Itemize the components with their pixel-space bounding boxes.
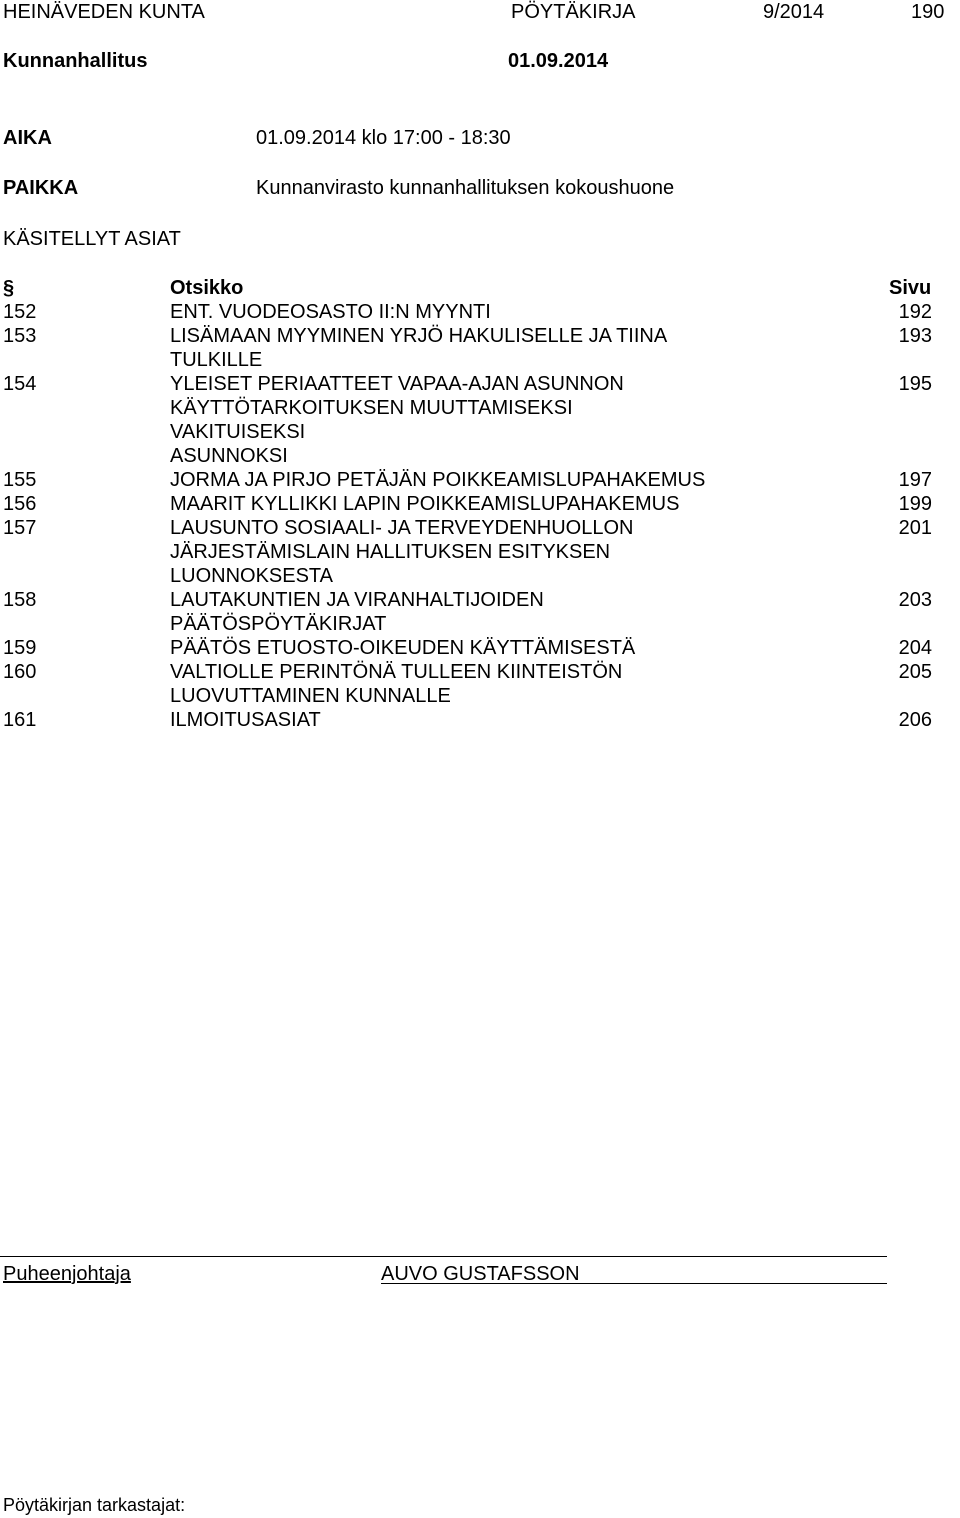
time-value: 01.09.2014 klo 17:00 - 18:30 [256, 127, 511, 149]
agenda-item-page: 205 [898, 661, 932, 683]
time-label: AIKA [3, 127, 52, 149]
agenda-heading: KÄSITELLYT ASIAT [3, 228, 181, 250]
agenda-item-title: LISÄMAAN MYYMINEN YRJÖ HAKULISELLE JA TIINA TULKILLE [170, 325, 668, 371]
agenda-item-page: 195 [898, 373, 932, 395]
agenda-item-number: 154 [3, 373, 37, 395]
agenda-item-number: 159 [3, 637, 37, 659]
agenda-item-title: JORMA JA PIRJO PETÄJÄN POIKKEAMISLUPAHAKEMUS [170, 469, 706, 491]
agenda-item-page: 201 [898, 517, 932, 539]
agenda-list [0, 300, 960, 732]
agenda-item-title: LAUSUNTO SOSIAALI- JA TERVEYDENHUOLLON JÄRJESTÄMISLAIN HALLITUKSEN ESITYKSEN LUONNOKSESTA [170, 517, 634, 587]
agenda-item-title: ENT. VUODEOSASTO II:N MYYNTI [170, 301, 491, 323]
agenda-item-title: YLEISET PERIAATTEET VAPAA-AJAN ASUNNON KÄYTTÖTARKOITUKSEN MUUTTAMISEKSI VAKITUISEKSI ASUNNOKSI [170, 373, 624, 467]
organization-name: HEINÄVEDEN KUNTA [3, 1, 205, 23]
agenda-item [0, 372, 960, 468]
agenda-item-number: 155 [3, 469, 37, 491]
agenda-item-number: 160 [3, 661, 37, 683]
agenda-item-title: ILMOITUSASIAT [170, 709, 321, 731]
agenda-item-page: 206 [898, 709, 932, 731]
document-type: PÖYTÄKIRJA [511, 1, 636, 23]
meeting-date: 01.09.2014 [508, 50, 609, 72]
agenda-item-page: 197 [898, 469, 932, 491]
agenda-item [0, 300, 960, 324]
agenda-item-page: 192 [898, 301, 932, 323]
agenda-item-title: VALTIOLLE PERINTÖNÄ TULLEEN KIINTEISTÖN LUOVUTTAMINEN KUNNALLE [170, 661, 623, 707]
agenda-item-page: 203 [898, 589, 932, 611]
agenda-item-number: 161 [3, 709, 37, 731]
agenda-item-number: 158 [3, 589, 37, 611]
agenda-item-title: PÄÄTÖS ETUOSTO-OIKEUDEN KÄYTTÄMISESTÄ [170, 637, 636, 659]
agenda-item [0, 636, 960, 660]
agenda-item-number: 153 [3, 325, 37, 347]
agenda-item [0, 516, 960, 588]
place-label: PAIKKA [3, 177, 79, 199]
title-column-header: Otsikko [170, 277, 244, 299]
agenda-item [0, 708, 960, 732]
agenda-item [0, 324, 960, 372]
signature-name: AUVO GUSTAFSSON [381, 1263, 580, 1285]
governing-body: Kunnanhallitus [3, 50, 148, 72]
agenda-item-number: 152 [3, 301, 37, 323]
agenda-item-page: 193 [898, 325, 932, 347]
place-value: Kunnanvirasto kunnanhallituksen kokoushuone [256, 177, 675, 199]
agenda-item-page: 199 [898, 493, 932, 515]
agenda-item [0, 660, 960, 708]
agenda-item [0, 588, 960, 636]
section-symbol: § [3, 277, 15, 299]
agenda-item-number: 157 [3, 517, 37, 539]
agenda-item-title: MAARIT KYLLIKKI LAPIN POIKKEAMISLUPAHAKEMUS [170, 493, 680, 515]
reviewers-label: Pöytäkirjan tarkastajat: [3, 1495, 186, 1515]
signature-line [0, 1256, 887, 1257]
signature-name-underline [381, 1283, 887, 1284]
agenda-item-number: 156 [3, 493, 37, 515]
document-number: 9/2014 [763, 1, 825, 23]
agenda-item [0, 468, 960, 492]
page-number: 190 [911, 1, 945, 23]
agenda-item [0, 492, 960, 516]
signature-role: Puheenjohtaja [3, 1263, 131, 1285]
agenda-item-page: 204 [898, 637, 932, 659]
agenda-item-title: LAUTAKUNTIEN JA VIRANHALTIJOIDEN PÄÄTÖSPÖYTÄKIRJAT [170, 589, 544, 635]
page-column-header: Sivu [889, 277, 932, 299]
